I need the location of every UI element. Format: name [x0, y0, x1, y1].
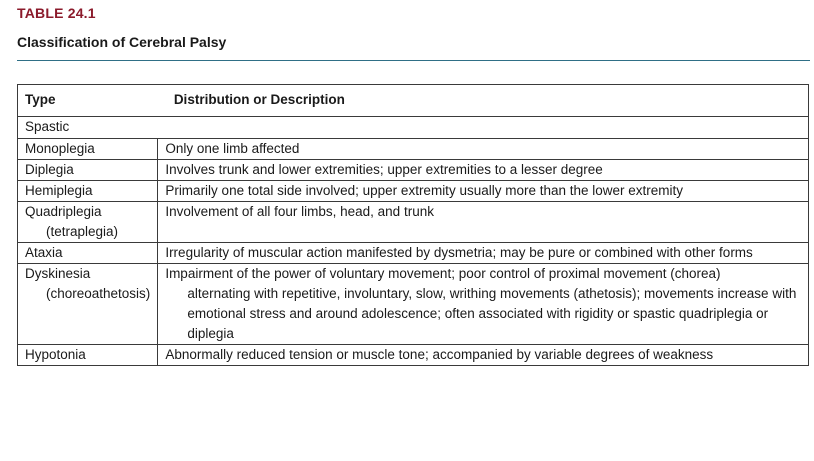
- table-row: [18, 181, 809, 202]
- description-continuation: alternating with repetitive, involuntary, slow, writhing movements (athetosis); movements increase with emotional stress and around adolescence; often associated with rigidity or spastic quadriplegia or diplegia: [187, 286, 797, 341]
- type-cell: Ataxia: [18, 243, 158, 264]
- table-row: [18, 202, 809, 243]
- description-cell: Irregularity of muscular action manifested by dysmetria; may be pure or combined with other forms: [158, 243, 809, 264]
- table-row: [18, 345, 809, 366]
- description-cell: Involves trunk and lower extremities; upper extremities to a lesser degree: [158, 160, 809, 181]
- description-cell: Involvement of all four limbs, head, and trunk: [158, 202, 809, 243]
- type-cell: Monoplegia: [18, 139, 158, 160]
- type-cell: Hypotonia: [18, 345, 158, 366]
- section-spastic: Spastic: [18, 117, 809, 139]
- header-row: [18, 85, 809, 117]
- table-number: TABLE 24.1: [17, 5, 96, 21]
- type-name: Quadriplegia: [25, 204, 102, 219]
- type-subname: (choreoathetosis): [46, 286, 151, 301]
- type-cell: Hemiplegia: [18, 181, 158, 202]
- type-cell: Diplegia: [18, 160, 158, 181]
- table-row: [18, 139, 809, 160]
- title-divider: [17, 60, 810, 61]
- description-cell: Abnormally reduced tension or muscle tone; accompanied by variable degrees of weakness: [158, 345, 809, 366]
- description-cell: [158, 264, 809, 345]
- type-name: Dyskinesia: [25, 266, 91, 281]
- header-type: Type: [18, 85, 158, 117]
- table-row: [18, 160, 809, 181]
- table-row: [18, 264, 809, 345]
- type-subname: (tetraplegia): [46, 224, 119, 239]
- type-cell: [18, 264, 158, 345]
- cerebral-palsy-table: [17, 84, 809, 366]
- header-description: Distribution or Description: [158, 85, 809, 117]
- section-row: [18, 117, 809, 139]
- description-first-line: Impairment of the power of voluntary movement; poor control of proximal movement (chorea): [165, 266, 721, 281]
- description-cell: Only one limb affected: [158, 139, 809, 160]
- description-cell: Primarily one total side involved; upper extremity usually more than the lower extremity: [158, 181, 809, 202]
- table-row: [18, 243, 809, 264]
- type-cell: [18, 202, 158, 243]
- table-title: Classification of Cerebral Palsy: [17, 34, 227, 50]
